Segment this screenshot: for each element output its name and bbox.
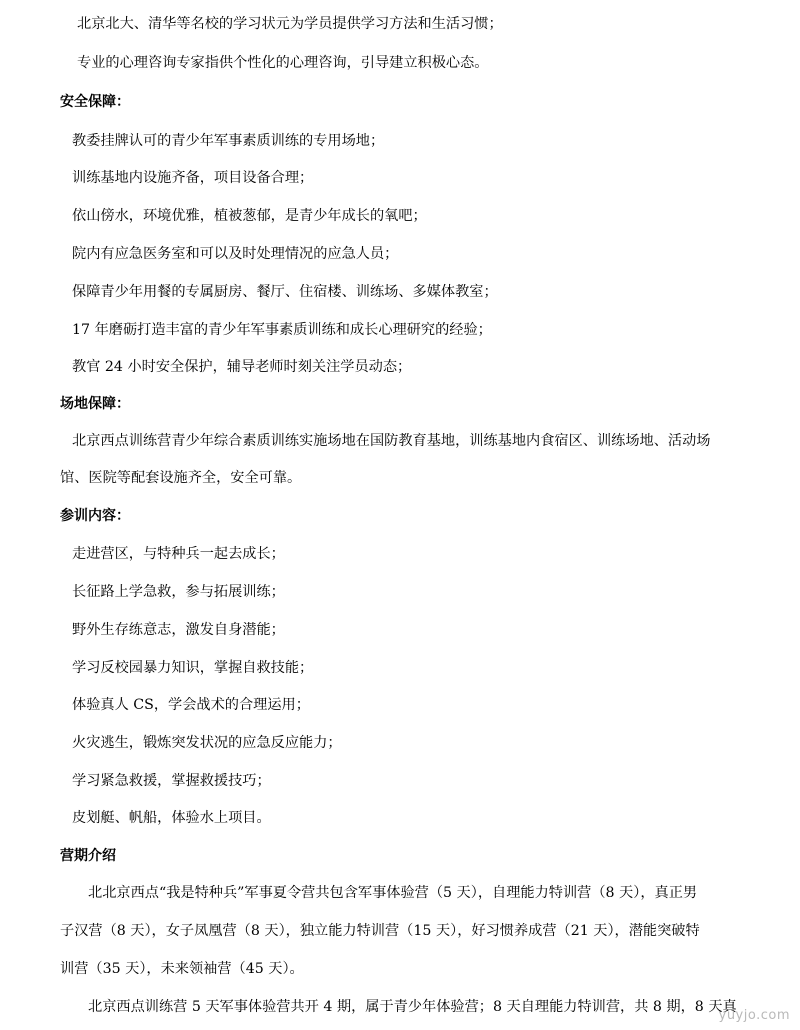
safety-item: 保障青少年用餐的专属厨房、餐厅、住宿楼、训练场、多媒体教室；: [72, 284, 498, 300]
camp-paragraph-line-1: 北北京西点“我是特种兵”军事夏令营共包含军事体验营（5 天），自理能力特训营（8 天），真正男: [88, 885, 698, 901]
camp-paragraph-line-4: 北京西点训练营 5 天军事体验营共开 4 期，属于青少年体验营；8 天自理能力特训营，共 8 期，8 天真: [88, 999, 737, 1015]
content-item: 体验真人 CS，学会战术的合理运用；: [72, 697, 310, 713]
camp-paragraph-line-3: 训营（35 天），未来领袖营（45 天）。: [60, 961, 304, 977]
content-item: 长征路上学急救，参与拓展训练；: [72, 584, 285, 600]
safety-item: 17 年磨砺打造丰富的青少年军事素质训练和成长心理研究的经验；: [72, 322, 492, 338]
safety-item: 训练基地内设施齐备，项目设备合理；: [72, 170, 314, 186]
content-item: 野外生存练意志，激发自身潜能；: [72, 622, 285, 638]
content-item: 火灾逃生，锻炼突发状况的应急反应能力；: [72, 735, 342, 751]
content-item: 走进营区，与特种兵一起去成长；: [72, 546, 285, 562]
safety-item: 依山傍水，环境优雅，植被葱郁，是青少年成长的氧吧；: [72, 208, 427, 224]
venue-heading: 场地保障：: [60, 396, 130, 412]
safety-item: 院内有应急医务室和可以及时处理情况的应急人员；: [72, 246, 399, 262]
study-line-1: 北京北大、清华等名校的学习状元为学员提供学习方法和生活习惯；: [77, 16, 503, 32]
camp-heading: 营期介绍: [60, 848, 116, 864]
safety-item: 教官 24 小时安全保护，辅导老师时刻关注学员动态；: [72, 359, 412, 375]
venue-paragraph-line-2: 馆、医院等配套设施齐全，安全可靠。: [60, 470, 302, 486]
site-watermark: yuyjo.com: [718, 1008, 790, 1023]
safety-heading: 安全保障：: [60, 94, 130, 110]
content-item: 学习紧急救援，掌握救援技巧；: [72, 773, 271, 789]
study-line-2: 专业的心理咨询专家指供个性化的心理咨询，引导建立积极心态。: [77, 55, 489, 71]
camp-paragraph-line-2: 子汉营（8 天），女子凤凰营（8 天），独立能力特训营（15 天），好习惯养成营（21 天），潜能突破特: [60, 923, 700, 939]
content-item: 学习反校园暴力知识，掌握自救技能；: [72, 660, 314, 676]
venue-paragraph-line-1: 北京西点训练营青少年综合素质训练实施场地在国防教育基地，训练基地内食宿区、训练场地、活动场: [72, 433, 711, 449]
content-heading: 参训内容：: [60, 508, 130, 524]
safety-item: 教委挂牌认可的青少年军事素质训练的专用场地；: [72, 133, 385, 149]
content-item: 皮划艇、帆船，体验水上项目。: [72, 810, 271, 826]
